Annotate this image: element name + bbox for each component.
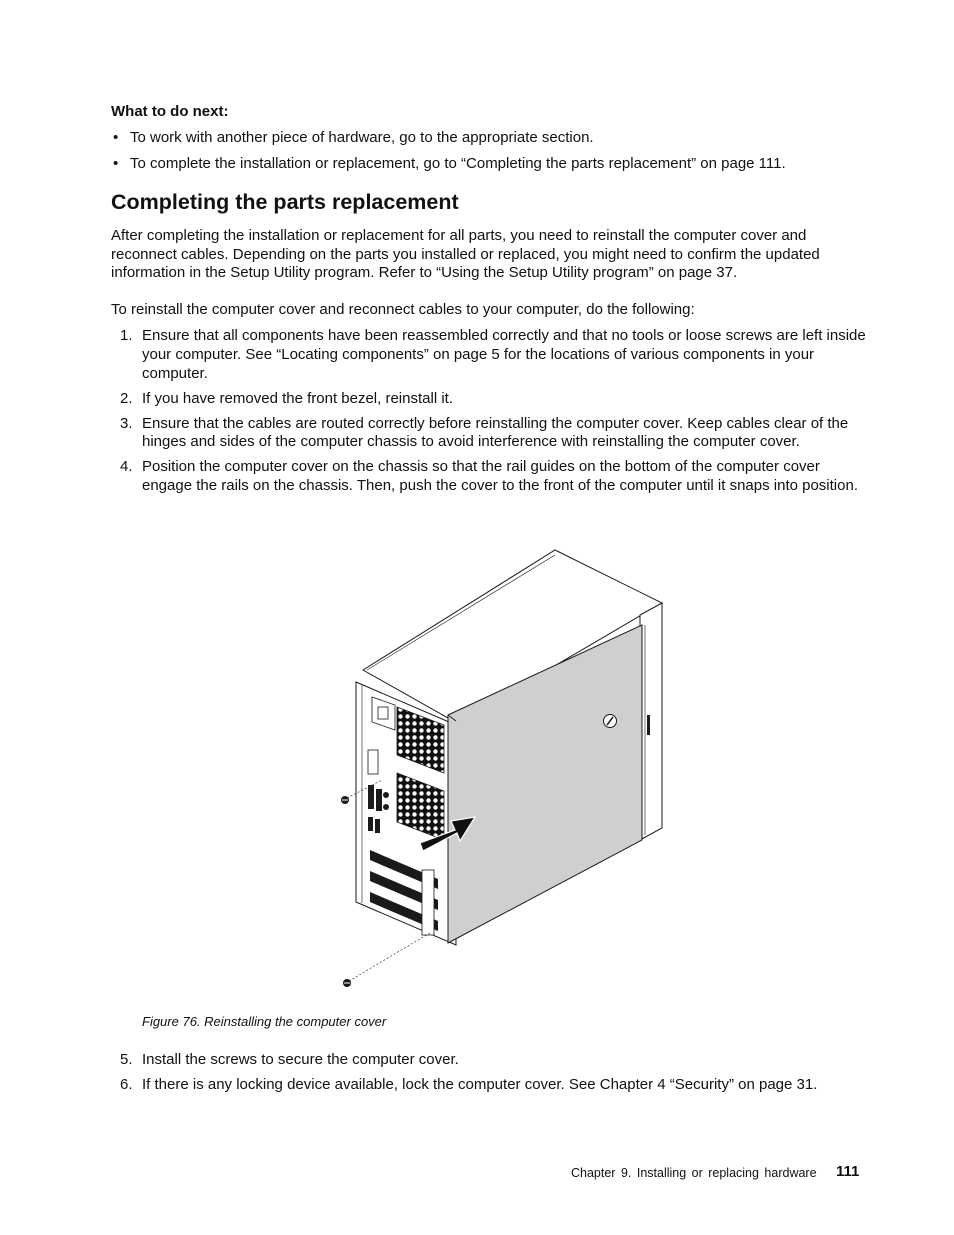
bullet-text: To work with another piece of hardware, go to the appropriate section. (130, 129, 594, 146)
chassis-front (640, 603, 662, 840)
step-item (111, 1076, 871, 1095)
step-text: If you have removed the front bezel, reinstall it. (142, 389, 453, 407)
list-item (111, 128, 871, 147)
list-item (111, 154, 871, 173)
page-number: 111 (836, 1163, 860, 1180)
step-text: Position the computer cover on the chassis so that the rail guides on the bottom of the computer cover engage the rails on the chassis. Then, push the cover to the front of the computer until it snaps into position. (142, 458, 858, 495)
figure-caption: Figure 76. Reinstalling the computer cover (142, 1014, 387, 1029)
step-text: Ensure that all components have been reassembled correctly and that no tools or loose screws are left inside your computer. See “Locating components” on page 5 for the locations of various components in your computer. (142, 327, 866, 382)
step-item (111, 458, 871, 496)
step-item (111, 390, 871, 409)
what-next-heading: What to do next: (111, 103, 229, 120)
step-number: 4. (120, 458, 133, 476)
step-text: If there is any locking device available, lock the computer cover. See Chapter 4 “Security” on page 31. (142, 1075, 818, 1093)
section-title: Completing the parts replacement (111, 190, 459, 214)
step-item (111, 1051, 871, 1070)
bullet-text: To complete the installation or replacement, go to “Completing the parts replacement” on page 111. (130, 155, 786, 172)
step-number: 6. (120, 1075, 133, 1093)
intro-paragraph: After completing the installation or replacement for all parts, you need to reinstall the computer cover and reconnect cables. Depending on the parts you installed or replaced, you might need to confirm the updated information in the Setup Utility program. Refer to “Using the Setup Utility program” on page 37. (111, 227, 820, 282)
procedure-intro: To reinstall the computer cover and reconnect cables to your computer, do the following: (111, 301, 695, 318)
step-item (111, 327, 871, 383)
step-text: Install the screws to secure the computer cover. (142, 1051, 459, 1068)
step-number: 3. (120, 414, 133, 432)
screw-icon (341, 796, 349, 804)
step-number: 1. (120, 327, 133, 344)
steps-list (111, 327, 871, 502)
computer-cover-illustration (320, 545, 680, 1000)
steps-list-continued (111, 1051, 871, 1101)
bullet-glyph: • (113, 129, 119, 146)
screw-icon (343, 979, 351, 987)
step-text: Ensure that the cables are routed correctly before reinstalling the computer cover. Keep cables clear of the hinges and sides of the computer chassis to avoid interference with reinstalling the computer cover. (142, 414, 849, 451)
bullet-glyph: • (113, 155, 119, 172)
step-number: 5. (120, 1051, 133, 1068)
footer-chapter-title: Chapter 9. Installing or replacing hardware (571, 1166, 817, 1180)
step-number: 2. (120, 389, 133, 407)
step-item (111, 415, 871, 453)
what-next-list (111, 128, 871, 180)
